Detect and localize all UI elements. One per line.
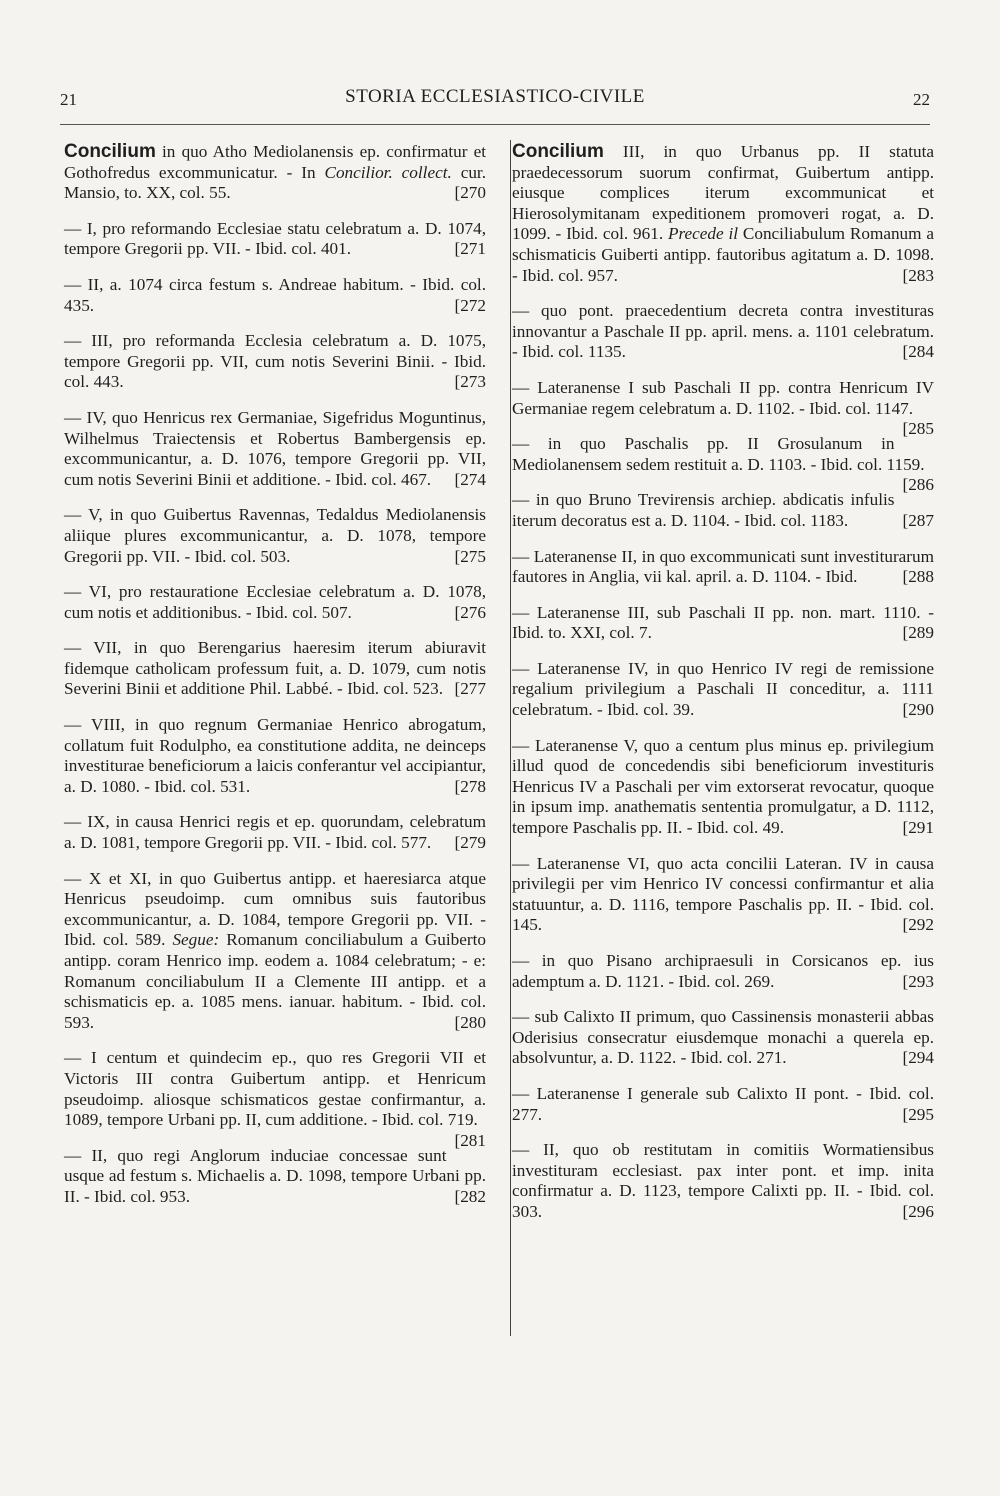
right-column <box>512 142 938 1238</box>
entry-number: [289 <box>902 623 934 643</box>
running-title: STORIA ECCLESIASTICO-CIVILE <box>345 86 645 107</box>
entry-number: [284 <box>902 342 934 362</box>
entry-number: [274 <box>454 469 486 489</box>
entry-number: [275 <box>454 546 486 566</box>
entry-number: [281 <box>454 1130 486 1150</box>
index-entry <box>64 1048 490 1150</box>
entry-number: [270 <box>454 183 486 203</box>
entry-text: in quo Atho Mediolanensis ep. confirmatur et Gothofredus excommunicatur. - In <box>64 142 486 182</box>
entry-number: [296 <box>902 1201 934 1221</box>
entry-text: — II, a. 1074 circa festum s. Andreae habitum. - Ibid. col. 435. <box>64 274 486 315</box>
entry-italic-text: Precede il <box>667 224 739 244</box>
index-entry <box>512 854 938 936</box>
index-entry <box>64 869 490 1034</box>
entry-text: — in quo Pisano archipraesuli in Corsicanos ep. ius ademptum a. D. 1121. - Ibid. col. 269. <box>512 951 934 991</box>
entry-text: — Lateranense IV, in quo Henrico IV regi de remissione regalium privilegium a Paschali II conceditur, a. 1111 celebratum. - Ibid. col. 39. <box>512 658 934 720</box>
page-number-right: 22 <box>913 90 930 109</box>
index-entry <box>64 812 490 853</box>
index-entry <box>64 408 490 490</box>
entry-text: — quo pont. praecedentium decreta contra investituras innovantur a Paschale II pp. april. mens. a. 1101 celebratum. - Ibid. col. 1135. <box>512 301 934 362</box>
entry-text: — VIII, in quo regnum Germaniae Henrico abrogatum, collatum fuit Rodulpho, ea constitutione addita, ne deinceps investiturae beneficiorum a laicis conferantur vel accipiantur, a. D. 1080. - Ibid. col. 531. <box>64 715 486 796</box>
entry-number: [273 <box>454 372 486 392</box>
entry-text: — Lateranense I sub Paschali II pp. contra Henricum IV Germaniae regem celebratum a. D. 1102. - Ibid. col. 1147. <box>512 377 934 418</box>
entry-text: — Lateranense III, sub Paschali II pp. non. mart. 1110. - Ibid. to. XXI, col. 7. <box>512 602 934 643</box>
entry-text: — VII, in quo Berengarius haeresim iterum abiuravit fidemque catholicam professum fuit, a. D. 1079, cum notis Severini Binii et additione Phil. Labbé. - Ibid. col. 523. <box>64 638 486 699</box>
entry-text: — I centum et quindecim ep., quo res Gregorii VII et Victoris III contra Guibertum antipp. et Henricum pseudoimp. aliosque schismaticos gestae confirmantur, a. 1089, tempore Urbani pp. II, cum additione. - Ibid. col. 719. <box>64 1048 486 1130</box>
index-entry <box>512 301 938 363</box>
entry-text: — sub Calixto II primum, quo Cassinensis monasterii abbas Oderisius consecratur eiusdemque monachi a querela ep. absolvuntur, a. D. 1122. - Ibid. col. 271. <box>512 1007 934 1068</box>
entry-text: — X et XI, in quo Guibertus antipp. et haeresiarca atque Henricus pseudoimp. cum omnibus suis fautoribus excommunicantur, a. D. 1084, tempore Gregorii pp. VII. - Ibid. col. 589. <box>64 868 486 950</box>
entry-number: [291 <box>902 818 934 838</box>
entry-text-cont: cur. Mansio, to. XX, col. 55. <box>64 162 487 203</box>
entry-text: — in quo Bruno Trevirensis archiep. abdicatis infulis iterum decoratus est a. D. 1104. - Ibid. col. 1183. <box>512 490 895 530</box>
entry-italic-text: Segue: <box>172 930 220 950</box>
entry-text: — IX, in causa Henrici regis et ep. quorundam, celebratum a. D. 1081, tempore Gregorii pp. VII. - Ibid. col. 577. <box>64 812 486 853</box>
entry-text: — I, pro reformando Ecclesiae statu celebratum a. D. 1074, tempore Gregorii pp. VII. - Ibid. col. 401. <box>64 218 486 259</box>
entry-number: [287 <box>902 510 934 530</box>
entry-text: — Lateranense II, in quo excommunicati sunt investiturarum fautores in Anglia, vii kal. april. a. D. 1104. - Ibid. <box>512 546 934 587</box>
page-number-left: 21 <box>60 90 77 109</box>
entry-number: [280 <box>454 1012 486 1032</box>
index-entry <box>512 547 938 588</box>
index-entry <box>512 736 938 839</box>
entry-italic-text: Concilior. collect. <box>324 162 452 182</box>
index-entry <box>64 1146 490 1208</box>
index-entry <box>512 659 938 721</box>
index-entry <box>64 715 490 797</box>
header-rule <box>60 124 930 125</box>
entry-number: [279 <box>454 833 486 853</box>
column-divider <box>510 140 511 1336</box>
index-entry <box>512 951 938 992</box>
entry-number: [271 <box>454 239 486 259</box>
entry-number: [293 <box>902 971 934 991</box>
entry-text: — IV, quo Henricus rex Germaniae, Sigefridus Moguntinus, Wilhelmus Traiectensis et Robertus Bambergensis ep. excommunicantur, a. D. 1076, tempore Gregorii pp. VII, cum notis Severini Binii et additione. - Ibid. col. 467. <box>64 407 486 489</box>
entry-text: — in quo Paschalis pp. II Grosulanum in Mediolanensem sedem restituit a. D. 1103. - Ibid. col. 1159. <box>512 434 925 474</box>
entry-text: — VI, pro restauratione Ecclesiae celebratum a. D. 1078, cum notis et additionibus. - Ibid. col. 507. <box>64 582 486 622</box>
entry-number: [285 <box>902 419 934 439</box>
index-entry <box>512 142 938 286</box>
entry-number: [277 <box>454 679 486 699</box>
entry-number: [290 <box>902 700 934 720</box>
index-entry <box>64 219 490 260</box>
entry-text: — V, in quo Guibertus Ravennas, Tedaldus Mediolanensis aliique plures excommunicantur, a. D. 1078, tempore Gregorii pp. VII. - Ibid. col. 503. <box>64 505 486 566</box>
entry-lead: Concilium <box>64 141 156 162</box>
index-entry <box>64 275 490 316</box>
entry-number: [288 <box>902 567 934 587</box>
entry-text: — Lateranense VI, quo acta concilii Lateran. IV in causa privilegii per vim Henrico IV concessi confirmantur et alia statuuntur, a. D. 1116, tempore Paschalis pp. II. - Ibid. col. 145. <box>512 853 934 935</box>
entry-text: — II, quo ob restitutam in comitiis Wormatiensibus investituram ecclesiast. pax inter pont. et imp. inita confirmatur a. D. 1123, tempore Calixti pp. II. - Ibid. col. 303. <box>512 1140 934 1221</box>
index-entry <box>64 142 490 204</box>
index-entry <box>64 331 490 393</box>
entry-number: [282 <box>454 1186 486 1206</box>
entry-text: III, in quo Urbanus pp. II statuta praedecessorum suorum confirmat, Guibertum antipp. eiusque complices iterum excommunicat et Hierosolymitanam expeditionem promoveri rogat, a. D. 1099. - Ibid. col. 961. <box>512 142 934 244</box>
entry-text: — Lateranense I generale sub Calixto II pont. - Ibid. col. 277. <box>512 1083 934 1124</box>
entry-number: [278 <box>454 776 486 796</box>
index-entry <box>512 490 938 531</box>
entry-text-cont: Conciliabulum Romanum a schismaticis Guiberti antipp. fautoribus agitatum a. D. 1098. - Ibid. col. 957. <box>512 224 934 285</box>
entry-text: — Lateranense V, quo a centum plus minus ep. privilegium illud quod de concedendis sibi beneficiorum investituris Henricus IV a Paschali per vim extorserat revocatur, quoque in ipsum imp. anathematis sententia promulgatur, a D. 1112, tempore Paschalis pp. II. - Ibid. col. 49. <box>512 735 934 838</box>
entry-number: [294 <box>902 1048 934 1068</box>
index-entry <box>64 638 490 700</box>
page-header <box>60 86 930 112</box>
entry-text: — II, quo regi Anglorum induciae concessae sunt usque ad festum s. Michaelis a. D. 1098, tempore Urbani pp. II. - Ibid. col. 953. <box>64 1145 486 1206</box>
entry-number: [292 <box>902 915 934 935</box>
index-entry <box>64 505 490 567</box>
index-entry <box>512 1084 938 1125</box>
index-entry <box>512 1140 938 1222</box>
entry-text: — III, pro reformanda Ecclesia celebratum a. D. 1075, tempore Gregorii pp. VII, cum notis Severini Binii. - Ibid. col. 443. <box>64 331 486 392</box>
index-entry <box>512 434 938 495</box>
entry-lead: Concilium <box>512 141 604 162</box>
entry-number: [286 <box>902 475 934 495</box>
entry-number: [276 <box>454 602 486 622</box>
index-entry <box>512 603 938 644</box>
entry-text-cont: Romanum conciliabulum a Guiberto antipp. coram Henrico imp. eodem a. 1084 celebratum; - e: Romanum conciliabulum II a Clemente III antipp. et a schismaticis ep. a. 1085 mens. ianuar. habitum. - Ibid. col. 593. <box>64 930 486 1032</box>
index-entry <box>512 377 938 439</box>
index-entry <box>64 582 490 623</box>
entry-number: [295 <box>902 1104 934 1124</box>
left-column <box>64 142 490 1223</box>
entry-number: [272 <box>454 295 486 315</box>
entry-number: [283 <box>902 265 934 285</box>
index-entry <box>512 1007 938 1069</box>
